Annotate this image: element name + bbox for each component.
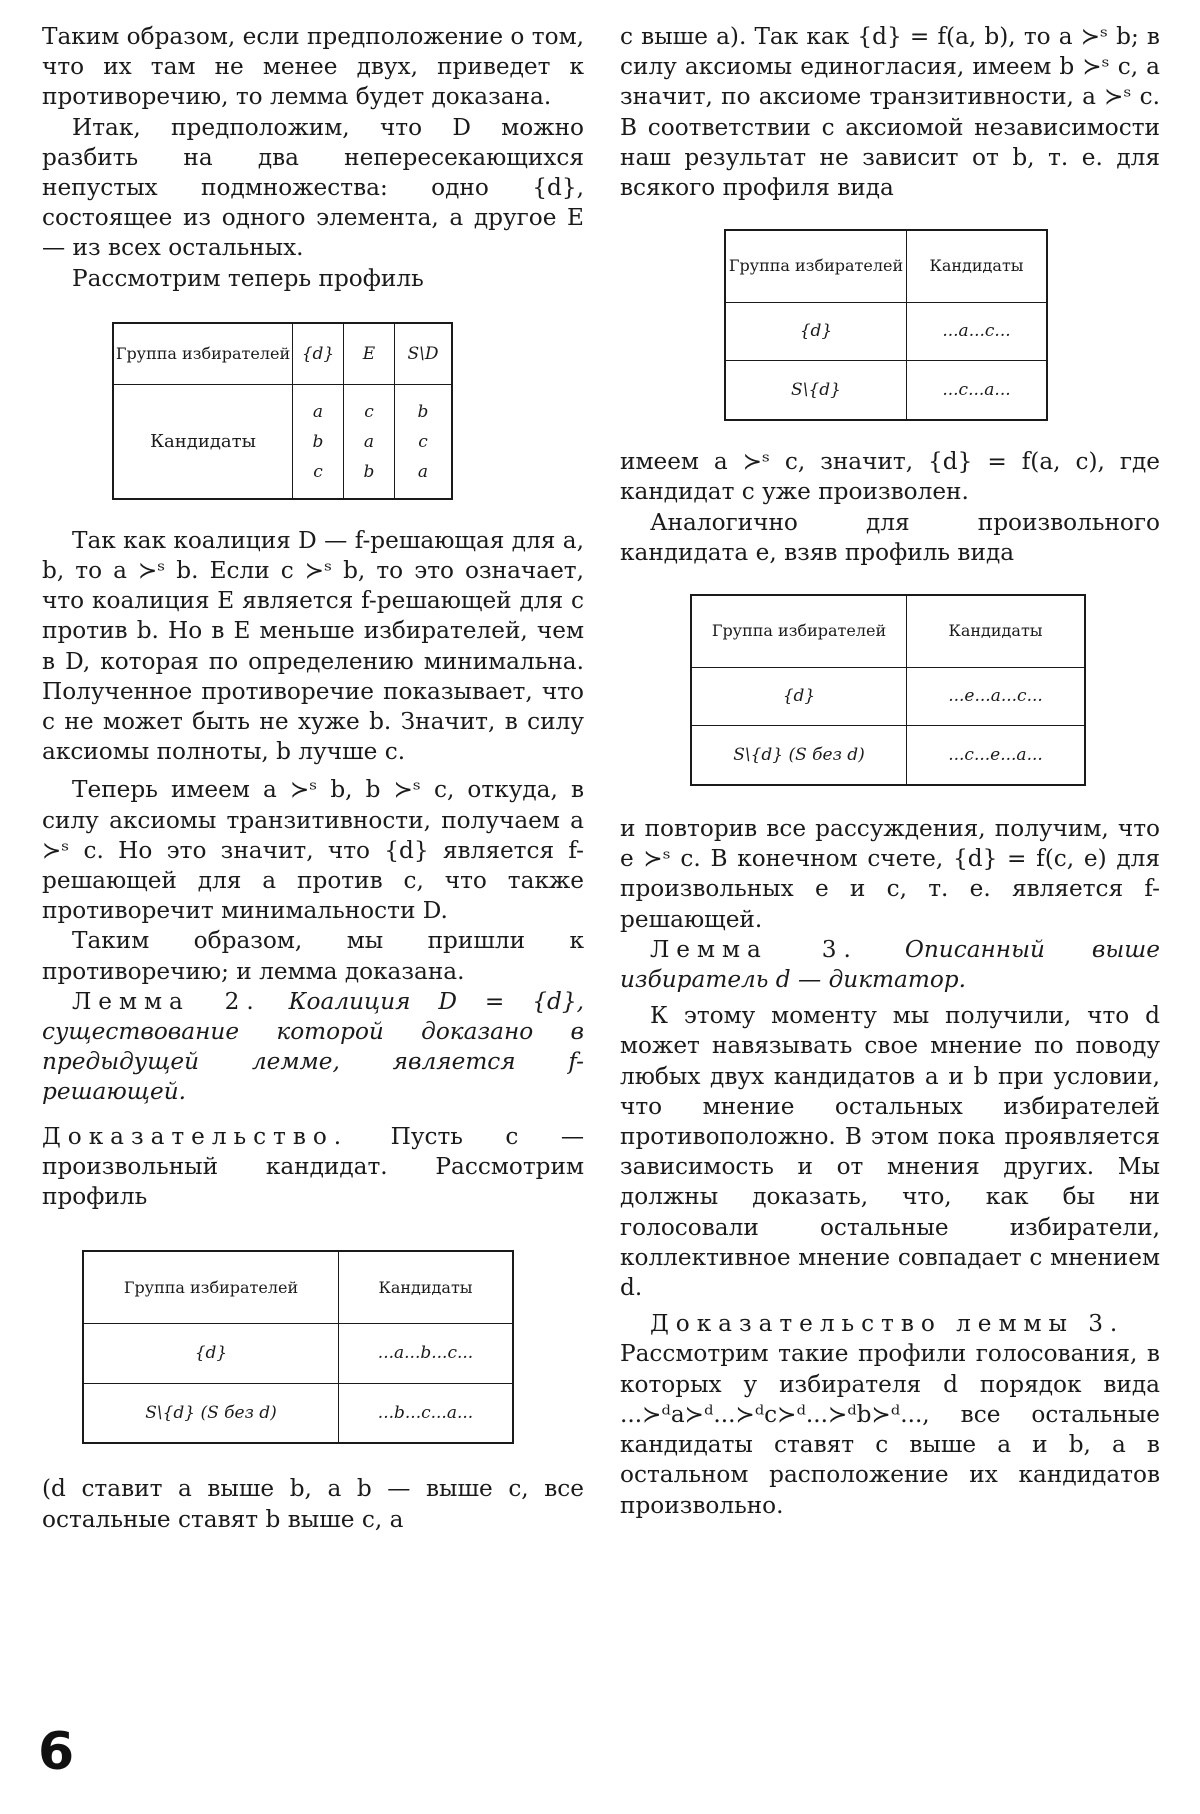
left-paragraph-2: Итак, предположим, что D можно разбить на два непересекающихся непустых подмножества: одно {d}, состоящее из одного элемента, а другое E — из всех остальных. bbox=[42, 113, 584, 262]
table-4-header-candidates: Кандидаты bbox=[907, 595, 1086, 667]
right-paragraph-5: К этому моменту мы получили, что d может навязывать свое мнение по поводу любых двух кандидатов a и b при условии, что мнение остальных избирателей противоположно. В этом пока проявляется зависимость и от мнения других. Мы должны доказать, что, как бы ни голосовали остальные избиратели, коллективное мнение совпадает с мнением d. bbox=[620, 1002, 1160, 1302]
table-1-col-e: E bbox=[344, 323, 395, 385]
table-4-row-2-value: ...c...e...a... bbox=[907, 725, 1086, 785]
table-1-col-e-values: c a b bbox=[344, 385, 395, 499]
table-1-row-label: Кандидаты bbox=[113, 385, 293, 499]
table-3-row-1-value: ...a...c... bbox=[907, 302, 1048, 360]
table-3-row-2-label: S\{d} bbox=[725, 360, 907, 420]
lemma-3 bbox=[620, 935, 1160, 995]
table-3-header-group: Группа избирателей bbox=[725, 230, 907, 302]
table-3 bbox=[724, 229, 1048, 421]
right-paragraph-2: имеем a ≻ˢ c, значит, {d} = f(a, c), где кандидат c уже произволен. bbox=[620, 448, 1160, 506]
proof-lemma-2 bbox=[42, 1122, 584, 1213]
table-4-row-1-label: {d} bbox=[691, 667, 907, 725]
left-paragraph-3: Рассмотрим теперь профиль bbox=[72, 264, 424, 292]
table-2 bbox=[82, 1250, 514, 1444]
table-4-row-2-label: S\{d} (S без d) bbox=[691, 725, 907, 785]
left-paragraph-1: Таким образом, если предположение о том, что их там не менее двух, приведет к противоречию, то лемма будет доказана. bbox=[42, 23, 584, 111]
table-2-row-2-value: ...b...c...a... bbox=[339, 1383, 514, 1443]
right-paragraph-6: Рассмотрим такие профили голосования, в которых у избирателя d порядок вида ...≻ᵈa≻ᵈ...≻ᵈc≻ᵈ...≻ᵈb≻ᵈ..., все остальные кандидаты ставят c выше a и b, а в остальном расположение их кандидатов произвольно. bbox=[620, 1340, 1160, 1519]
table-2-wrapper bbox=[82, 1250, 584, 1444]
proof-lemma-3-heading bbox=[620, 1309, 1160, 1339]
table-1-header-group: Группа избирателей bbox=[113, 323, 293, 385]
table-1-col-sd-values: b c a bbox=[395, 385, 453, 499]
lemma-3-statement: Описанный выше избиратель d — диктатор. bbox=[620, 935, 1160, 994]
proof-lemma-3-title: Доказательство леммы 3. bbox=[650, 1310, 1125, 1338]
right-paragraph-1: c выше a). Так как {d} = f(a, b), то a ≻ˢ b; в силу аксиомы единогласия, имеем b ≻ˢ c, а значит, по аксиоме транзитивности, a ≻ˢ c. В соответствии с аксиомой независимости наш результат не зависит от b, т. е. для всякого профиля вида bbox=[620, 23, 1160, 202]
left-column bbox=[42, 22, 584, 1535]
left-paragraph-7: (d ставит a выше b, а b — выше c, все остальные ставят b выше c, а bbox=[42, 1475, 584, 1533]
right-column bbox=[620, 22, 1160, 1521]
table-4 bbox=[690, 594, 1086, 786]
table-3-row-1-label: {d} bbox=[725, 302, 907, 360]
table-1-wrapper bbox=[112, 322, 584, 500]
table-4-header-group: Группа избирателей bbox=[691, 595, 907, 667]
left-paragraph-4: Так как коалиция D — f-решающая для a, b, то a ≻ˢ b. Если c ≻ˢ b, то это означает, что коалиция E является f-решающей для c против b. Но в E меньше избирателей, чем в D, которая по определению минимальна. Полученное противоречие показывает, что c не может быть не хуже b. Значит, в силу аксиомы полноты, b лучше c. bbox=[42, 526, 584, 766]
page-number: 6 bbox=[38, 1722, 75, 1782]
table-2-row-2-label: S\{d} (S без d) bbox=[83, 1383, 339, 1443]
table-4-row-1-value: ...e...a...c... bbox=[907, 667, 1086, 725]
table-2-header-group: Группа избирателей bbox=[83, 1251, 339, 1323]
lemma-2-heading: Лемма 2. bbox=[72, 987, 261, 1015]
proof-heading: Доказательство. bbox=[42, 1122, 349, 1150]
table-1-col-d-values: a b c bbox=[293, 385, 344, 499]
table-2-row-1-value: ...a...b...c... bbox=[339, 1323, 514, 1383]
lemma-2 bbox=[42, 987, 584, 1108]
left-paragraph-6: Таким образом, мы пришли к противоречию; и лемма доказана. bbox=[42, 927, 584, 985]
table-1-col-sd: S\D bbox=[395, 323, 453, 385]
table-2-header-candidates: Кандидаты bbox=[339, 1251, 514, 1323]
table-1-col-d: {d} bbox=[293, 323, 344, 385]
lemma-3-heading: Лемма 3. bbox=[650, 935, 858, 963]
table-1 bbox=[112, 322, 453, 500]
lemma-2-statement: Коалиция D = {d}, существование которой доказано в предыдущей лемме, является f-решающей. bbox=[42, 987, 584, 1106]
left-paragraph-5: Теперь имеем a ≻ˢ b, b ≻ˢ c, откуда, в силу аксиомы транзитивности, получаем a ≻ˢ c. Но это значит, что {d} является f-решающей для a против c, что также противоречит минимальности D. bbox=[42, 776, 584, 925]
table-3-header-candidates: Кандидаты bbox=[907, 230, 1048, 302]
table-3-row-2-value: ...c...a... bbox=[907, 360, 1048, 420]
table-3-wrapper bbox=[724, 229, 1160, 421]
right-paragraph-3: Аналогично для произвольного кандидата e, взяв профиль вида bbox=[620, 508, 1160, 566]
right-paragraph-4: и повторив все рассуждения, получим, что e ≻ˢ c. В конечном счете, {d} = f(c, e) для произвольных e и c, т. е. является f-решающей. bbox=[620, 815, 1160, 933]
table-2-row-1-label: {d} bbox=[83, 1323, 339, 1383]
proof-text: Пусть c — произвольный кандидат. Рассмотрим профиль bbox=[42, 1122, 585, 1211]
table-4-wrapper bbox=[690, 594, 1160, 786]
